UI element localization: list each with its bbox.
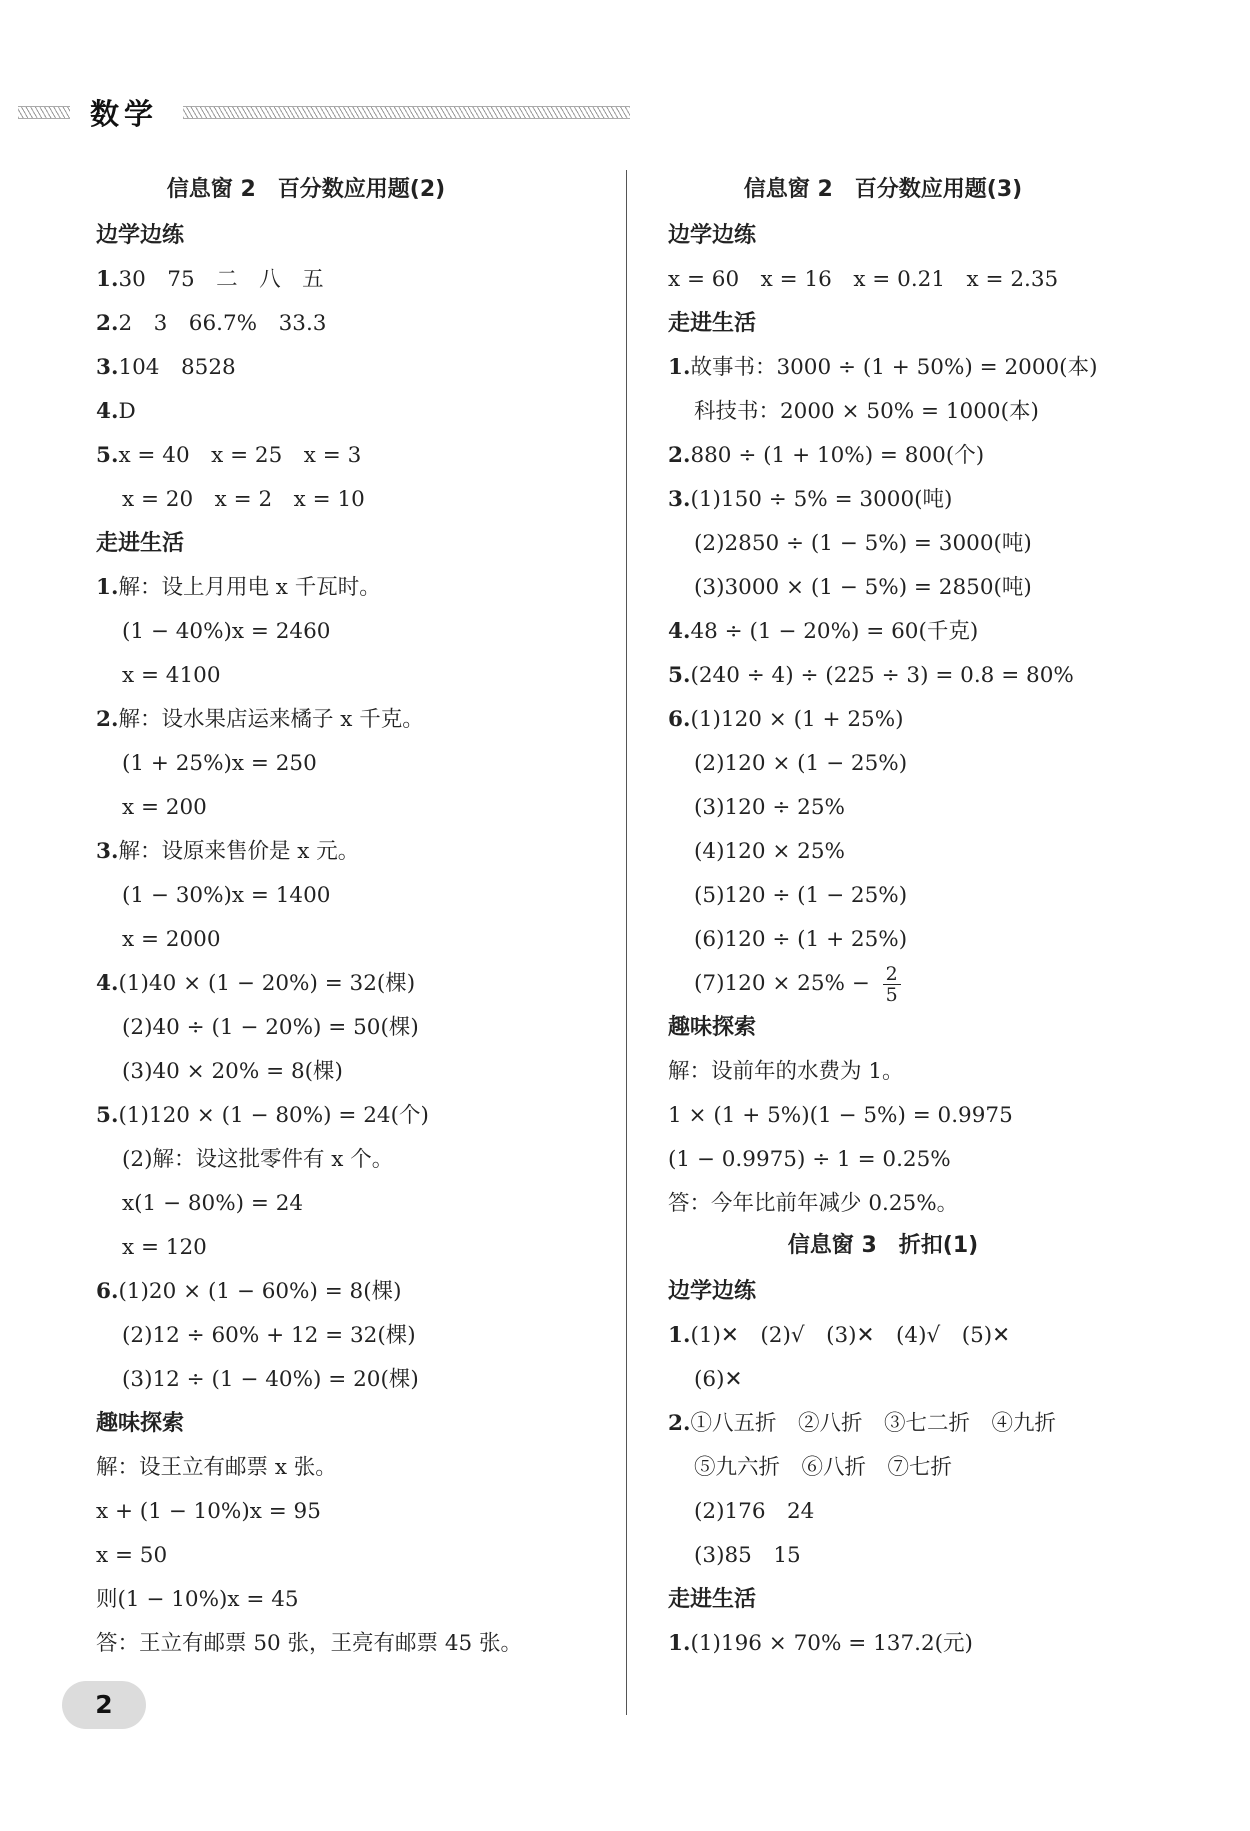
- answer-line: [668, 1358, 1208, 1402]
- page-header: [18, 82, 630, 142]
- answer-text: (3)40 × 20% = 8(棵): [122, 1059, 343, 1084]
- answer-text: 解：设原来售价是 x 元。: [118, 839, 360, 864]
- answer-text: (1)20 × (1 − 60%) = 8(棵): [118, 1279, 402, 1304]
- answer-text: 48 ÷ (1 − 20%) = 60(千克): [690, 619, 979, 644]
- section-heading-life: 走进生活: [96, 531, 185, 556]
- answer-line: [668, 1490, 1208, 1534]
- answer-text: (3)85 15: [694, 1543, 801, 1568]
- answer-line: [96, 1138, 616, 1182]
- answer-line: [668, 522, 1208, 566]
- answer-text: (1)196 × 70% = 137.2(元): [690, 1631, 973, 1656]
- subject-title: 数学: [90, 97, 159, 131]
- answer-line: [96, 874, 616, 918]
- answer-line: [668, 698, 1208, 742]
- answer-text: x = 2000: [122, 927, 221, 952]
- answer-line: [668, 434, 1208, 478]
- answer-line: [96, 346, 616, 390]
- answer-text: (2)2850 ÷ (1 − 5%) = 3000(吨): [694, 531, 1032, 556]
- answer-text: 880 ÷ (1 + 10%) = 800(个): [690, 443, 985, 468]
- answer-line: 1 × (1 + 5%)(1 − 5%) = 0.9975: [668, 1103, 1013, 1128]
- answer-text: (1 − 30%)x = 1400: [122, 883, 331, 908]
- answer-line: [96, 742, 616, 786]
- answer-line: [96, 1226, 616, 1270]
- column-divider: [626, 170, 627, 1715]
- question-number: 6.: [96, 1279, 119, 1304]
- answer-text: x = 4100: [122, 663, 221, 688]
- answer-line: [96, 698, 616, 742]
- answer-line: [668, 1446, 1208, 1490]
- answer-text: D: [118, 399, 136, 424]
- answer-line: [668, 1402, 1208, 1446]
- section-heading-practice: 边学边练: [668, 223, 757, 248]
- section-heading-practice-2: 边学边练: [668, 1279, 757, 1304]
- question-number: 1.: [668, 1631, 691, 1656]
- question-number: 2.: [96, 707, 119, 732]
- answer-line: [668, 874, 1208, 918]
- fraction: [883, 964, 901, 1005]
- left-column: [96, 170, 616, 1666]
- answer-line: [668, 566, 1208, 610]
- answer-line: x + (1 − 10%)x = 95: [96, 1499, 321, 1524]
- answer-text: 2 3 66.7% 33.3: [118, 311, 327, 336]
- page-number: 2: [62, 1681, 146, 1729]
- answer-line: [96, 566, 616, 610]
- question-number: 6.: [668, 707, 691, 732]
- answer-line: [96, 258, 616, 302]
- section-title: 信息窗 2 百分数应用题(3): [743, 177, 1023, 202]
- answer-text: (6)120 ÷ (1 + 25%): [694, 927, 908, 952]
- answer-text: 科技书：2000 × 50% = 1000(本): [694, 399, 1039, 424]
- answer-line: [668, 610, 1208, 654]
- answer-text: (2)120 × (1 − 25%): [694, 751, 908, 776]
- answer-text: (1)120 × (1 + 25%): [690, 707, 904, 732]
- answer-text: (2)12 ÷ 60% + 12 = 32(棵): [122, 1323, 416, 1348]
- answer-line: [96, 478, 616, 522]
- answer-line: [668, 346, 1208, 390]
- answer-line: [668, 830, 1208, 874]
- answer-text: (1 + 25%)x = 250: [122, 751, 317, 776]
- question-number: 4.: [668, 619, 691, 644]
- answer-text: (1)120 × (1 − 80%) = 24(个): [118, 1103, 429, 1128]
- answer-text: 故事书：3000 ÷ (1 + 50%) = 2000(本): [690, 355, 1098, 380]
- section-title: 信息窗 2 百分数应用题(2): [166, 177, 446, 202]
- question-number: 1.: [668, 355, 691, 380]
- question-number: 5.: [668, 663, 691, 688]
- answer-line: [96, 1182, 616, 1226]
- answer-line: [96, 962, 616, 1006]
- answer-line: 答：王立有邮票 50 张，王亮有邮票 45 张。: [96, 1631, 523, 1656]
- question-number: 1.: [96, 575, 119, 600]
- answer-text: (1 − 40%)x = 2460: [122, 619, 331, 644]
- answer-line: [668, 742, 1208, 786]
- header-hatch-left: [18, 106, 70, 119]
- question-number: 5.: [96, 1103, 119, 1128]
- answer-line: [668, 654, 1208, 698]
- section-heading-practice: 边学边练: [96, 223, 185, 248]
- answer-text: x(1 − 80%) = 24: [122, 1191, 304, 1216]
- answer-text: x = 20 x = 2 x = 10: [122, 487, 365, 512]
- fraction-denominator: 5: [885, 983, 898, 1006]
- answer-line: x = 50: [96, 1543, 168, 1568]
- answer-text: ⑤九六折 ⑥八折 ⑦七折: [694, 1455, 953, 1480]
- answer-text: 30 75 二 八 五: [118, 267, 324, 292]
- answer-text: (5)120 ÷ (1 − 25%): [694, 883, 908, 908]
- answer-text: 104 8528: [118, 355, 236, 380]
- answer-text: (1)40 × (1 − 20%) = 32(棵): [118, 971, 416, 996]
- answer-text: (6)✕: [694, 1367, 743, 1392]
- section-heading-life: 走进生活: [668, 311, 757, 336]
- answer-line: [96, 390, 616, 434]
- answer-text: (2)176 24: [694, 1499, 815, 1524]
- answer-line: [668, 390, 1208, 434]
- question-number: 1.: [668, 1323, 691, 1348]
- question-number: 4.: [96, 971, 119, 996]
- question-number: 5.: [96, 443, 119, 468]
- section-heading-explore: 趣味探索: [668, 1015, 757, 1040]
- answer-line: [668, 1622, 1208, 1666]
- question-number: 3.: [96, 355, 119, 380]
- answer-text: 解：设上月用电 x 千瓦时。: [118, 575, 381, 600]
- answer-line: (1 − 0.9975) ÷ 1 = 0.25%: [668, 1147, 951, 1172]
- answer-text: (7)120 × 25% −: [694, 971, 870, 996]
- answer-line: 解：设前年的水费为 1。: [668, 1059, 904, 1084]
- answer-line: 解：设王立有邮票 x 张。: [96, 1455, 337, 1480]
- answer-line: [668, 918, 1208, 962]
- answer-line: [96, 918, 616, 962]
- question-number: 4.: [96, 399, 119, 424]
- header-hatch-right: [183, 106, 630, 119]
- answer-line: [96, 830, 616, 874]
- section-heading-explore: 趣味探索: [96, 1411, 185, 1436]
- section-title-2: 信息窗 3 折扣(1): [787, 1233, 979, 1258]
- answer-text: (4)120 × 25%: [694, 839, 845, 864]
- answer-text: x = 40 x = 25 x = 3: [118, 443, 362, 468]
- question-number: 3.: [668, 487, 691, 512]
- answer-line: 则(1 − 10%)x = 45: [96, 1587, 299, 1612]
- answer-text: x = 200: [122, 795, 207, 820]
- answer-text: (2)40 ÷ (1 − 20%) = 50(棵): [122, 1015, 419, 1040]
- answer-text: (3)12 ÷ (1 − 40%) = 20(棵): [122, 1367, 419, 1392]
- question-number: 2.: [96, 311, 119, 336]
- answer-line: x = 60 x = 16 x = 0.21 x = 2.35: [668, 267, 1059, 292]
- answer-line: 答：今年比前年减少 0.25%。: [668, 1191, 959, 1216]
- answer-line: [668, 786, 1208, 830]
- answer-line: [96, 434, 616, 478]
- answer-line: [96, 1050, 616, 1094]
- answer-line: [96, 1270, 616, 1314]
- answer-line: [96, 786, 616, 830]
- answer-line: [668, 962, 1208, 1006]
- question-number: 2.: [668, 443, 691, 468]
- section-heading-life-2: 走进生活: [668, 1587, 757, 1612]
- answer-text: x = 120: [122, 1235, 207, 1260]
- fraction-numerator: 2: [883, 964, 901, 985]
- answer-line: [668, 1314, 1208, 1358]
- answer-line: [668, 1534, 1208, 1578]
- answer-line: [96, 302, 616, 346]
- answer-line: [668, 478, 1208, 522]
- answer-text: (240 ÷ 4) ÷ (225 ÷ 3) = 0.8 = 80%: [690, 663, 1074, 688]
- answer-text: ①八五折 ②八折 ③七二折 ④九折: [690, 1411, 1056, 1436]
- answer-text: (1)150 ÷ 5% = 3000(吨): [690, 487, 953, 512]
- answer-line: [96, 1006, 616, 1050]
- answer-line: [96, 1094, 616, 1138]
- answer-line: [96, 1358, 616, 1402]
- answer-text: (3)3000 × (1 − 5%) = 2850(吨): [694, 575, 1032, 600]
- answer-text: 解：设水果店运来橘子 x 千克。: [118, 707, 424, 732]
- answer-line: [96, 610, 616, 654]
- right-column: [668, 170, 1208, 1666]
- answer-text: (3)120 ÷ 25%: [694, 795, 845, 820]
- answer-text: (1)✕ (2)√ (3)✕ (4)√ (5)✕: [690, 1323, 1011, 1348]
- question-number: 1.: [96, 267, 119, 292]
- answer-line: [96, 654, 616, 698]
- answer-text: (2)解：设这批零件有 x 个。: [122, 1147, 394, 1172]
- question-number: 3.: [96, 839, 119, 864]
- answer-line: [96, 1314, 616, 1358]
- question-number: 2.: [668, 1411, 691, 1436]
